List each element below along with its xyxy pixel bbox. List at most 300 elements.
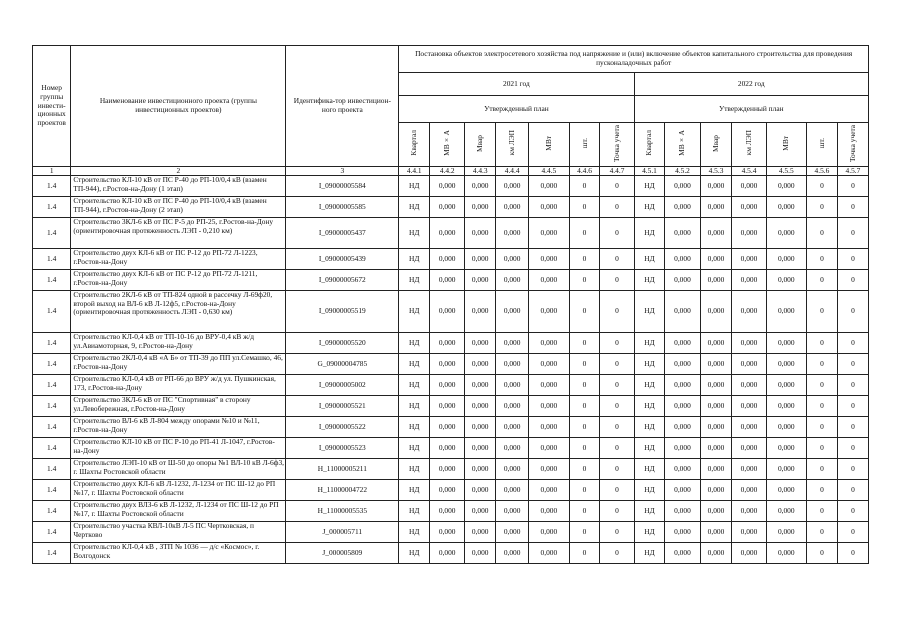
cell-value: 0,000: [496, 501, 529, 522]
cell-value: НД: [399, 291, 430, 333]
cell-value: 0,000: [665, 249, 700, 270]
cell-group-no: 1.4: [33, 543, 71, 564]
cell-value: 0,000: [700, 501, 732, 522]
cell-value: НД: [634, 375, 665, 396]
column-number: 4.5.4: [732, 166, 766, 176]
cell-value: 0,000: [732, 176, 766, 197]
cell-value: НД: [634, 176, 665, 197]
cell-value: 0,000: [430, 396, 465, 417]
cell-value: 0,000: [529, 459, 569, 480]
cell-value: 0: [569, 501, 600, 522]
cell-value: НД: [399, 501, 430, 522]
cell-value: 0,000: [465, 543, 496, 564]
cell-value: 0,000: [529, 522, 569, 543]
cell-value: 0: [569, 480, 600, 501]
cell-value: 0,000: [496, 438, 529, 459]
header-subcol-label: Точка учета: [847, 124, 857, 162]
cell-value: 0,000: [766, 522, 806, 543]
header-year-2021: 2021 год: [399, 73, 634, 96]
cell-value: 0,000: [529, 417, 569, 438]
table-row: [33, 375, 869, 396]
cell-value: НД: [399, 417, 430, 438]
cell-project-id: I_09000005519: [286, 291, 399, 333]
header-subcol-label: МВ×А: [677, 130, 687, 156]
table-row: [33, 480, 869, 501]
cell-value: 0,000: [529, 249, 569, 270]
cell-value: 0: [837, 480, 868, 501]
cell-value: 0,000: [430, 291, 465, 333]
cell-value: 0: [837, 501, 868, 522]
table-row: [33, 417, 869, 438]
table-row: [33, 218, 869, 249]
cell-value: НД: [634, 218, 665, 249]
cell-project-name: Строительство КЛ-10 кВ от ПС Р-10 до РП-41 Л-1047, г.Ростов-на-Дону: [71, 438, 286, 459]
cell-value: 0: [837, 354, 868, 375]
cell-value: 0: [569, 291, 600, 333]
cell-value: 0,000: [700, 438, 732, 459]
cell-value: 0: [806, 375, 837, 396]
cell-value: 0: [837, 197, 868, 218]
cell-value: 0,000: [430, 333, 465, 354]
cell-value: 0,000: [766, 197, 806, 218]
cell-value: 0,000: [700, 375, 732, 396]
cell-value: 0,000: [665, 396, 700, 417]
cell-value: 0,000: [732, 249, 766, 270]
cell-group-no: 1.4: [33, 197, 71, 218]
cell-value: 0,000: [465, 176, 496, 197]
table-row: [33, 176, 869, 197]
cell-value: 0,000: [496, 197, 529, 218]
cell-group-no: 1.4: [33, 501, 71, 522]
cell-value: 0,000: [430, 438, 465, 459]
cell-project-id: G_09000004785: [286, 354, 399, 375]
cell-value: 0,000: [465, 354, 496, 375]
cell-value: 0: [837, 291, 868, 333]
cell-value: 0,000: [700, 480, 732, 501]
cell-value: НД: [634, 270, 665, 291]
cell-value: 0,000: [465, 459, 496, 480]
cell-project-id: I_09000005523: [286, 438, 399, 459]
cell-project-id: J_000005809: [286, 543, 399, 564]
cell-value: 0,000: [766, 218, 806, 249]
cell-value: 0,000: [700, 218, 732, 249]
cell-value: НД: [399, 354, 430, 375]
cell-value: 0,000: [766, 480, 806, 501]
table-row: [33, 501, 869, 522]
cell-value: 0,000: [496, 375, 529, 396]
cell-value: 0,000: [496, 417, 529, 438]
cell-value: 0,000: [529, 291, 569, 333]
cell-value: 0,000: [465, 501, 496, 522]
cell-value: 0,000: [732, 396, 766, 417]
cell-project-id: I_09000005672: [286, 270, 399, 291]
cell-value: 0: [569, 218, 600, 249]
cell-value: 0: [569, 396, 600, 417]
cell-value: 0,000: [700, 396, 732, 417]
cell-project-name: Строительство КЛ-0,4 кВ от РП-66 до ВРУ ж/д ул. Пушкинская, 173, г.Ростов-на-Дону: [71, 375, 286, 396]
header-subcol-2021-6: [569, 123, 600, 167]
cell-group-no: 1.4: [33, 396, 71, 417]
cell-value: 0,000: [665, 197, 700, 218]
cell-value: 0,000: [465, 522, 496, 543]
cell-value: 0,000: [700, 543, 732, 564]
table-row: [33, 522, 869, 543]
cell-value: 0,000: [766, 417, 806, 438]
cell-value: 0,000: [700, 459, 732, 480]
cell-value: 0,000: [665, 438, 700, 459]
cell-value: 0,000: [700, 176, 732, 197]
cell-value: 0: [569, 197, 600, 218]
cell-value: НД: [634, 522, 665, 543]
header-subcol-label: Точка учета: [612, 124, 621, 162]
cell-value: 0,000: [700, 270, 732, 291]
cell-group-no: 1.4: [33, 218, 71, 249]
cell-value: 0,000: [496, 218, 529, 249]
table-row: [33, 543, 869, 564]
cell-value: 0,000: [465, 218, 496, 249]
cell-project-name: Строительство КЛ-10 кВ от ПС Р-40 до РП-10/0,4 кВ (взамен ТП-944), г.Ростов-на-Дону (2 этап): [71, 197, 286, 218]
cell-project-name: Строительство ЛЭП-10 кВ от Ш-50 до опоры №1 ВЛ-10 кВ Л-6ф3, г. Шахты Ростовской области: [71, 459, 286, 480]
cell-value: 0,000: [665, 270, 700, 291]
cell-value: 0: [837, 249, 868, 270]
table-header: [33, 46, 869, 176]
column-number: 4.4.7: [600, 166, 634, 176]
header-subcol-2022-4: [732, 123, 766, 167]
cell-value: 0: [806, 543, 837, 564]
header-subcol-2021-5: [529, 123, 569, 167]
cell-value: 0,000: [766, 375, 806, 396]
header-plan-2021: Утвержденный план: [399, 96, 634, 123]
column-number: 4.5.5: [766, 166, 806, 176]
cell-value: НД: [399, 480, 430, 501]
cell-value: 0: [806, 270, 837, 291]
header-group-no: Номер группы инвести-ционных проектов: [33, 46, 71, 167]
cell-value: 0: [837, 375, 868, 396]
cell-value: 0,000: [700, 291, 732, 333]
cell-project-id: H_11000005211: [286, 459, 399, 480]
column-number: 3: [286, 166, 399, 176]
cell-value: 0: [837, 396, 868, 417]
cell-value: 0,000: [529, 197, 569, 218]
cell-value: 0,000: [430, 480, 465, 501]
cell-project-name: Строительство КЛ-0,4 кВ , ЗТП № 1036 — д/с «Космос», г. Волгодонск: [71, 543, 286, 564]
header-main-title: Постановка объектов электросетевого хозяйства под напряжение и (или) включение объектов капитального строительства для проведения пусконаладочных работ: [399, 46, 869, 73]
header-subcol-2022-2: [665, 123, 700, 167]
cell-value: 0,000: [430, 417, 465, 438]
cell-project-id: I_09000005521: [286, 396, 399, 417]
cell-value: 0,000: [732, 270, 766, 291]
cell-value: 0: [600, 438, 634, 459]
cell-value: 0: [837, 438, 868, 459]
cell-value: 0,000: [766, 333, 806, 354]
cell-value: 0,000: [529, 396, 569, 417]
column-number: 4.4.1: [399, 166, 430, 176]
cell-value: 0,000: [732, 375, 766, 396]
cell-value: 0,000: [700, 333, 732, 354]
cell-value: 0,000: [465, 197, 496, 218]
column-number: 4.4.4: [496, 166, 529, 176]
header-subcol-2022-7: [837, 123, 868, 167]
cell-value: 0: [806, 176, 837, 197]
cell-project-id: I_09000005585: [286, 197, 399, 218]
cell-value: 0: [600, 270, 634, 291]
cell-value: 0,000: [529, 438, 569, 459]
cell-value: 0,000: [766, 438, 806, 459]
cell-value: 0,000: [430, 459, 465, 480]
cell-value: 0,000: [766, 249, 806, 270]
cell-project-name: Строительство участка КВЛ-10кВ Л-5 ПС Чертковская, п Чертково: [71, 522, 286, 543]
cell-group-no: 1.4: [33, 480, 71, 501]
cell-value: 0,000: [465, 396, 496, 417]
cell-value: 0,000: [732, 354, 766, 375]
cell-value: 0,000: [766, 459, 806, 480]
cell-value: 0: [837, 522, 868, 543]
cell-project-name: Строительство КЛ-0,4 кВ от ТП-10-16 до ВРУ-0,4 кВ ж/д ул.Авиамоторная, 9, г.Ростов-на-Дону: [71, 333, 286, 354]
table-row: [33, 249, 869, 270]
cell-value: 0,000: [529, 501, 569, 522]
cell-value: 0: [569, 176, 600, 197]
cell-value: 0: [806, 249, 837, 270]
cell-value: 0: [569, 459, 600, 480]
cell-project-id: I_09000005522: [286, 417, 399, 438]
cell-value: 0,000: [496, 480, 529, 501]
cell-value: 0: [569, 270, 600, 291]
cell-value: 0,000: [766, 396, 806, 417]
header-plan-2022: Утвержденный план: [634, 96, 868, 123]
cell-value: 0,000: [529, 218, 569, 249]
cell-value: 0,000: [430, 197, 465, 218]
cell-value: 0: [569, 417, 600, 438]
cell-value: 0,000: [665, 291, 700, 333]
cell-group-no: 1.4: [33, 249, 71, 270]
column-number-row: [33, 166, 869, 176]
cell-value: 0,000: [732, 438, 766, 459]
cell-value: 0: [806, 417, 837, 438]
column-number: 4.5.7: [837, 166, 868, 176]
cell-value: НД: [634, 543, 665, 564]
cell-project-id: I_09000005520: [286, 333, 399, 354]
cell-group-no: 1.4: [33, 333, 71, 354]
cell-value: 0,000: [665, 176, 700, 197]
cell-value: 0: [837, 270, 868, 291]
cell-value: 0,000: [665, 480, 700, 501]
cell-value: НД: [399, 176, 430, 197]
cell-value: 0,000: [496, 354, 529, 375]
cell-value: 0,000: [732, 417, 766, 438]
cell-value: 0: [569, 249, 600, 270]
cell-value: 0,000: [665, 522, 700, 543]
cell-project-id: H_11000005535: [286, 501, 399, 522]
cell-value: 0: [569, 522, 600, 543]
header-subcol-label: шт.: [816, 137, 826, 149]
cell-value: 0,000: [766, 270, 806, 291]
cell-value: 0,000: [700, 522, 732, 543]
cell-project-name: Строительство двух КЛ-6 кВ от ПС Р-12 до РП-72 Л-1211, г.Ростов-на-Дону: [71, 270, 286, 291]
cell-value: 0: [806, 501, 837, 522]
cell-value: 0: [569, 333, 600, 354]
cell-group-no: 1.4: [33, 176, 71, 197]
cell-value: 0,000: [732, 291, 766, 333]
cell-value: 0,000: [529, 480, 569, 501]
cell-value: 0,000: [465, 333, 496, 354]
cell-group-no: 1.4: [33, 417, 71, 438]
cell-value: 0: [806, 197, 837, 218]
cell-value: НД: [399, 459, 430, 480]
column-number: 2: [71, 166, 286, 176]
column-number: 4.5.3: [700, 166, 732, 176]
cell-value: 0,000: [529, 333, 569, 354]
cell-value: 0,000: [465, 480, 496, 501]
header-subcol-2022-3: [700, 123, 732, 167]
cell-value: 0: [600, 522, 634, 543]
table-row: [33, 333, 869, 354]
table-row: [33, 438, 869, 459]
cell-value: 0: [600, 176, 634, 197]
table-row: [33, 459, 869, 480]
cell-value: 0: [600, 218, 634, 249]
cell-group-no: 1.4: [33, 291, 71, 333]
cell-value: НД: [634, 459, 665, 480]
cell-value: 0,000: [700, 197, 732, 218]
cell-value: 0,000: [732, 197, 766, 218]
cell-value: НД: [399, 333, 430, 354]
cell-value: 0,000: [529, 354, 569, 375]
cell-value: НД: [634, 197, 665, 218]
header-subcol-2021-1: [399, 123, 430, 167]
header-project-name: Наименование инвестиционного проекта (группы инвестиционных проектов): [71, 46, 286, 167]
cell-value: 0: [806, 522, 837, 543]
cell-value: 0,000: [465, 417, 496, 438]
header-subcol-label: Квартал: [409, 130, 419, 156]
cell-value: 0,000: [732, 522, 766, 543]
cell-value: 0,000: [766, 176, 806, 197]
cell-value: 0,000: [496, 333, 529, 354]
cell-value: 0,000: [496, 522, 529, 543]
cell-value: 0,000: [732, 333, 766, 354]
cell-value: 0: [600, 354, 634, 375]
header-subcol-label: км ЛЭП: [507, 130, 517, 156]
cell-value: НД: [399, 396, 430, 417]
cell-value: 0,000: [430, 354, 465, 375]
cell-value: 0: [600, 501, 634, 522]
cell-value: 0,000: [665, 354, 700, 375]
cell-value: 0,000: [700, 417, 732, 438]
cell-value: 0,000: [430, 176, 465, 197]
cell-value: НД: [634, 396, 665, 417]
cell-value: 0,000: [665, 417, 700, 438]
cell-value: 0,000: [732, 480, 766, 501]
cell-value: 0: [600, 333, 634, 354]
table-row: [33, 354, 869, 375]
cell-value: 0: [600, 459, 634, 480]
cell-value: 0: [600, 375, 634, 396]
cell-value: 0: [806, 333, 837, 354]
header-project-id: Идентифика-тор инвестицион-ного проекта: [286, 46, 399, 167]
cell-value: 0: [569, 354, 600, 375]
cell-project-id: J_000005711: [286, 522, 399, 543]
cell-value: 0,000: [465, 249, 496, 270]
cell-value: НД: [634, 480, 665, 501]
cell-value: 0,000: [496, 249, 529, 270]
cell-value: 0,000: [496, 176, 529, 197]
cell-value: 0: [569, 438, 600, 459]
document-page: [32, 45, 869, 564]
column-number: 4.5.1: [634, 166, 665, 176]
cell-value: 0: [806, 291, 837, 333]
cell-value: 0,000: [665, 218, 700, 249]
column-number: 4.4.2: [430, 166, 465, 176]
cell-project-id: I_09000005439: [286, 249, 399, 270]
header-subcol-label: Мвар: [711, 134, 720, 152]
cell-value: 0,000: [766, 291, 806, 333]
cell-group-no: 1.4: [33, 270, 71, 291]
cell-value: НД: [399, 375, 430, 396]
cell-value: 0: [806, 354, 837, 375]
cell-value: 0,000: [430, 543, 465, 564]
table-row: [33, 291, 869, 333]
cell-project-name: Строительство ВЛ-6 кВ Л-804 между опорами №10 и №11, г.Ростов-на-Дону: [71, 417, 286, 438]
cell-project-name: Строительство 3КЛ-6 кВ от ПС Р-5 до РП-25, г.Ростов-на-Дону (ориентировочная протяженность ЛЭП - 0,210 км): [71, 218, 286, 249]
cell-value: 0,000: [430, 270, 465, 291]
cell-value: НД: [634, 438, 665, 459]
cell-project-name: Строительство 2КЛ-0,4 кВ «А Б» от ТП-39 до ПП ул.Семашко, 46, г.Ростов-на-Дону: [71, 354, 286, 375]
cell-value: 0,000: [766, 354, 806, 375]
cell-value: 0,000: [496, 459, 529, 480]
cell-value: НД: [399, 438, 430, 459]
header-subcol-2021-2: [430, 123, 465, 167]
table-row: [33, 396, 869, 417]
cell-value: 0,000: [732, 459, 766, 480]
cell-value: 0,000: [665, 501, 700, 522]
cell-project-name: Строительство двух КЛ-6 кВ Л-1232, Л-1234 от ПС Ш-12 до РП №17, г. Шахты Ростовской области: [71, 480, 286, 501]
cell-value: 0,000: [665, 333, 700, 354]
header-subcol-label: шт.: [579, 137, 589, 149]
cell-value: 0: [837, 417, 868, 438]
cell-value: 0,000: [430, 522, 465, 543]
cell-value: 0,000: [465, 438, 496, 459]
cell-value: 0,000: [496, 291, 529, 333]
cell-group-no: 1.4: [33, 354, 71, 375]
investment-table: [32, 45, 869, 564]
cell-project-name: Строительство двух КЛ-6 кВ от ПС Р-12 до РП-72 Л-1223, г.Ростов-на-Дону: [71, 249, 286, 270]
cell-value: 0,000: [496, 396, 529, 417]
cell-value: НД: [634, 333, 665, 354]
cell-value: НД: [634, 354, 665, 375]
cell-value: 0,000: [766, 501, 806, 522]
cell-value: 0,000: [496, 543, 529, 564]
cell-value: 0: [806, 459, 837, 480]
cell-value: 0,000: [665, 375, 700, 396]
cell-value: 0,000: [496, 270, 529, 291]
cell-project-name: Строительство 3КЛ-6 кВ от ПС "Спортивная" в сторону ул.Левобережная, г.Ростов-на-Дону: [71, 396, 286, 417]
cell-value: 0,000: [700, 354, 732, 375]
cell-value: НД: [399, 522, 430, 543]
cell-project-id: I_09000005437: [286, 218, 399, 249]
column-number: 4.4.5: [529, 166, 569, 176]
cell-value: 0,000: [430, 249, 465, 270]
cell-group-no: 1.4: [33, 375, 71, 396]
cell-value: 0,000: [430, 375, 465, 396]
cell-value: 0: [600, 480, 634, 501]
cell-value: 0,000: [529, 543, 569, 564]
cell-value: 0,000: [430, 218, 465, 249]
cell-value: 0,000: [766, 543, 806, 564]
cell-value: НД: [399, 249, 430, 270]
cell-project-name: Строительство КЛ-10 кВ от ПС Р-40 до РП-10/0,4 кВ (взамен ТП-944), г.Ростов-на-Дону (1 этап): [71, 176, 286, 197]
cell-value: 0,000: [665, 459, 700, 480]
column-number: 4.5.2: [665, 166, 700, 176]
header-subcol-2021-7: [600, 123, 634, 167]
